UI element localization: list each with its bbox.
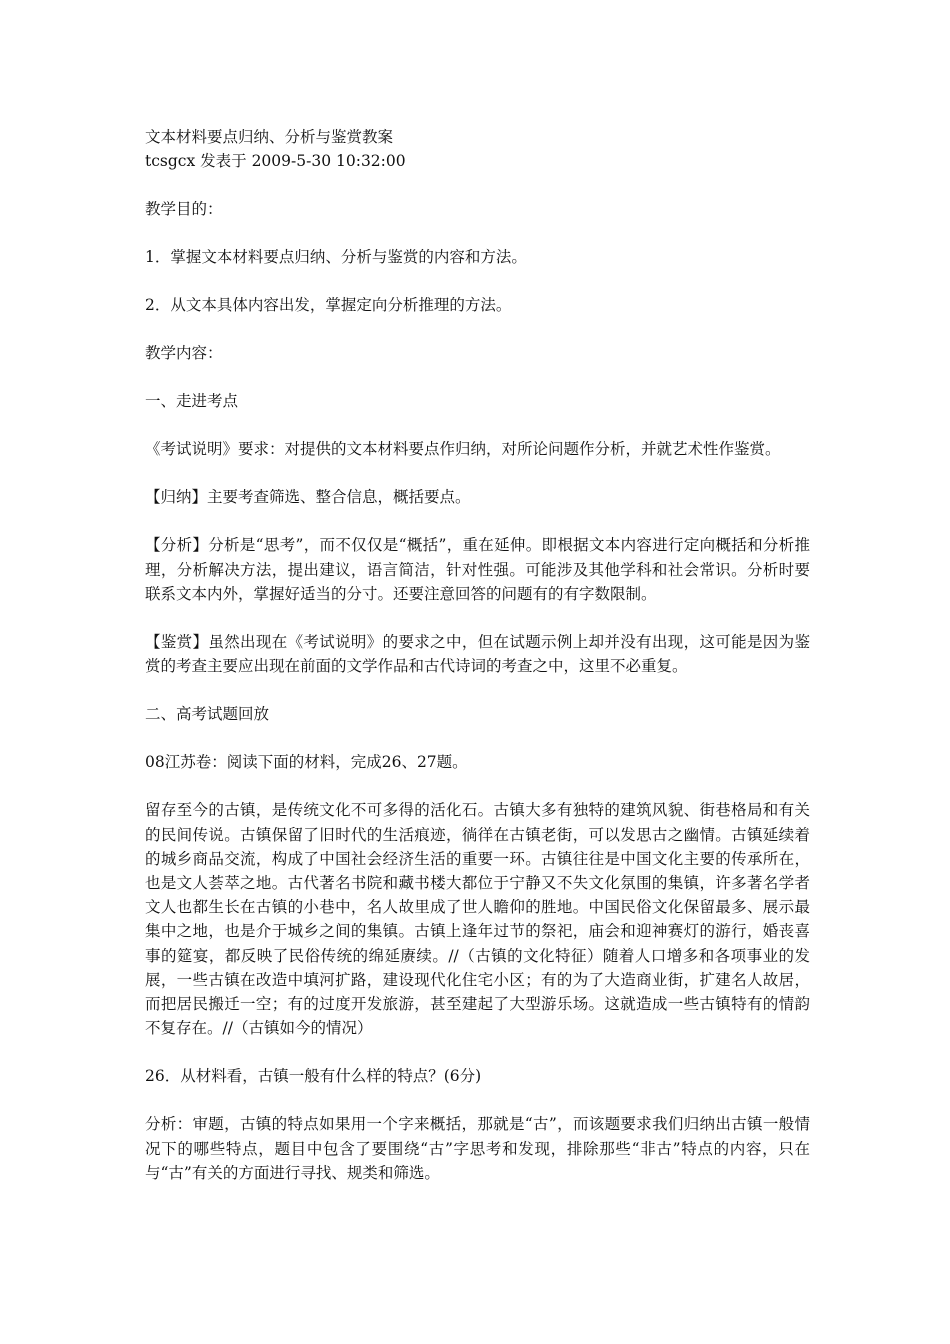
answer-analysis: 分析：审题，古镇的特点如果用一个字来概括，那就是“古”，而该题要求我们归纳出古镇一般情况下的哪些特点，题目中包含了要围绕“古”字思考和发现，排除那些“非古”特点的内容，只在与“古”有关的方面进行寻找、规类和筛选。 xyxy=(145,1115,810,1182)
section-1-heading: 一、走进考点 xyxy=(145,392,239,410)
document-title: 文本材料要点归纳、分析与鉴赏教案 xyxy=(145,128,394,146)
spacer xyxy=(145,726,810,750)
spacer xyxy=(145,509,810,533)
spacer xyxy=(145,1088,810,1112)
spacer xyxy=(145,221,810,245)
objective-1: 1．掌握文本材料要点归纳、分析与鉴赏的内容和方法。 xyxy=(145,248,527,266)
spacer xyxy=(145,413,810,437)
analysis-note: 【分析】分析是“思考”，而不仅仅是“概括”，重在延伸。即根据文本内容进行定向概括和分析推理，分析解决方法，提出建议，语言简洁，针对性强。可能涉及其他学科和社会常识。分析时要联系文本内外，掌握好适当的分寸。还要注意回答的问题有的有字数限制。 xyxy=(145,536,810,603)
exam-intro: 08江苏卷：阅读下面的材料，完成26、27题。 xyxy=(145,753,468,772)
requirement-paragraph: 《考试说明》要求：对提供的文本材料要点作归纳，对所论问题作分析，并就艺术性作鉴赏。 xyxy=(145,440,781,458)
spacer xyxy=(145,461,810,485)
objective-2: 2．从文本具体内容出发，掌握定向分析推理的方法。 xyxy=(145,296,512,314)
spacer xyxy=(145,269,810,293)
appreciation-note: 【鉴赏】虽然出现在《考试说明》的要求之中，但在试题示例上却并没有出现，这可能是因为鉴赏的考查主要应出现在前面的文学作品和古代诗词的考查之中，这里不必重复。 xyxy=(145,633,810,676)
spacer xyxy=(145,317,810,341)
reading-passage: 留存至今的古镇，是传统文化不可多得的活化石。古镇大多有独特的建筑风貌、街巷格局和有关的民间传说。古镇保留了旧时代的生活痕迹，徜徉在古镇老街，可以发思古之幽情。古镇延续着的城乡商品交流，构成了中国社会经济生活的重要一环。古镇往往是中国文化主要的传承所在，也是文人荟萃之地。古代著名书院和藏书楼大都位于宁静又不失文化氛围的集镇，许多著名学者文人也都生长在古镇的小巷中，名人故里成了世人瞻仰的胜地。中国民俗文化保留最多、展示最集中之地，也是介于城乡之间的集镇。古镇上逢年过节的祭祀，庙会和迎神赛灯的游行，婚丧喜事的筵宴，都反映了民俗传统的绵延赓续。//（古镇的文化特征）随着人口增多和各项事业的发展，一些古镇在改造中填河扩路，建设现代化住宅小区；有的为了大造商业街，扩建名人故居，而把居民搬迁一空；有的过度开发旅游，甚至建起了大型游乐场。这就造成一些古镇特有的情韵不复存在。//（古镇如今的情况） xyxy=(145,801,810,1038)
spacer xyxy=(145,774,810,798)
spacer xyxy=(145,606,810,630)
content-heading: 教学内容： xyxy=(145,344,223,362)
spacer xyxy=(145,1040,810,1064)
spacer xyxy=(145,678,810,702)
spacer xyxy=(145,365,810,389)
document-page xyxy=(145,125,810,1185)
summary-note: 【归纳】主要考查筛选、整合信息，概括要点。 xyxy=(145,488,471,507)
spacer xyxy=(145,173,810,197)
byline: tcsgcx 发表于 2009-5-30 10:32:00 xyxy=(145,152,406,170)
objectives-heading: 教学目的： xyxy=(145,200,223,218)
section-2-heading: 二、高考试题回放 xyxy=(145,705,270,724)
question-26: 26．从材料看，古镇一般有什么样的特点？(6分) xyxy=(145,1067,482,1086)
